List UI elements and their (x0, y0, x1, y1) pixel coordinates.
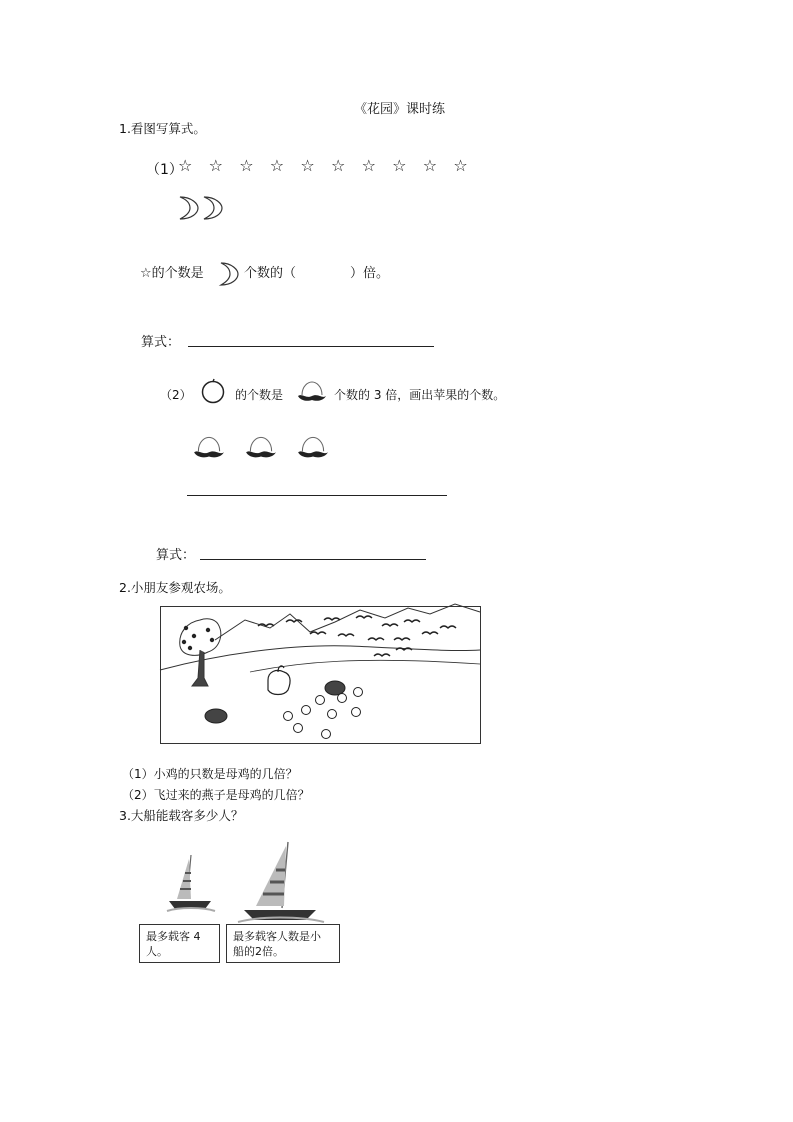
peach-icon (192, 434, 226, 462)
big-boat-note-box (226, 924, 340, 963)
q1-part2-label: （2） (160, 388, 192, 402)
star-icon: ☆ (239, 156, 254, 175)
star-row (178, 156, 484, 175)
formula-answer-line-2[interactable] (200, 559, 426, 560)
star-icon: ☆ (300, 156, 315, 175)
formula-answer-line-1[interactable] (188, 346, 434, 347)
question-1-heading: 1.看图写算式。 (119, 121, 206, 136)
big-boat-note-line-1: 最多载客人数是小 (233, 930, 321, 943)
small-boat-illustration (165, 853, 217, 917)
drawing-answer-line[interactable] (187, 495, 447, 496)
star-icon: ☆ (392, 156, 407, 175)
peach-icon (244, 434, 278, 462)
star-icon: ☆ (140, 266, 152, 281)
question-2-sub-1: （1）小鸡的只数是母鸡的几倍？ (122, 767, 298, 781)
star-icon: ☆ (453, 156, 468, 175)
peach-row (192, 434, 342, 464)
small-boat-note-box (139, 924, 220, 963)
q1-part1-label: （1） (146, 162, 183, 178)
star-icon: ☆ (422, 156, 438, 175)
small-boat-note-line-1: 最多载客 4 (146, 930, 201, 943)
small-boat-note-line-2: 人。 (146, 945, 168, 958)
q1-part2-text-a: 的个数是 (235, 388, 284, 402)
moon-icon (219, 262, 241, 286)
formula-label-1: 算式： (141, 335, 181, 350)
star-icon: ☆ (269, 156, 285, 175)
peach-icon (296, 380, 328, 404)
apple-icon (200, 378, 226, 404)
moon-icon (204, 197, 222, 219)
question-3-heading: 3.大船能载客多少人？ (119, 808, 244, 823)
page-title: 《花园》课时练 (354, 102, 446, 117)
q1-part1-sentence (140, 262, 204, 281)
moon-row (178, 195, 238, 221)
star-icon: ☆ (178, 156, 193, 175)
star-icon: ☆ (361, 156, 376, 175)
star-icon: ☆ (330, 156, 346, 175)
question-2-heading: 2.小朋友参观农场。 (119, 580, 231, 595)
big-boat-note-line-2: 船的2倍。 (233, 945, 284, 958)
answer-blank-paren[interactable] (310, 262, 350, 278)
q1-part2-text-b: 个数的 3 倍，画出苹果的个数。 (334, 388, 506, 402)
sentence-text-b: 个数的（ (244, 266, 297, 281)
big-boat-illustration (236, 840, 326, 926)
farm-illustration (160, 600, 481, 744)
question-2-sub-2: （2）飞过来的燕子是母鸡的几倍？ (122, 788, 310, 802)
peach-icon (296, 434, 330, 462)
formula-label-2: 算式： (156, 548, 196, 563)
moon-icon (180, 197, 198, 219)
sentence-text-a: 的个数是 (151, 266, 204, 281)
sentence-text-c: ）倍。 (350, 266, 390, 281)
star-icon: ☆ (208, 156, 223, 175)
